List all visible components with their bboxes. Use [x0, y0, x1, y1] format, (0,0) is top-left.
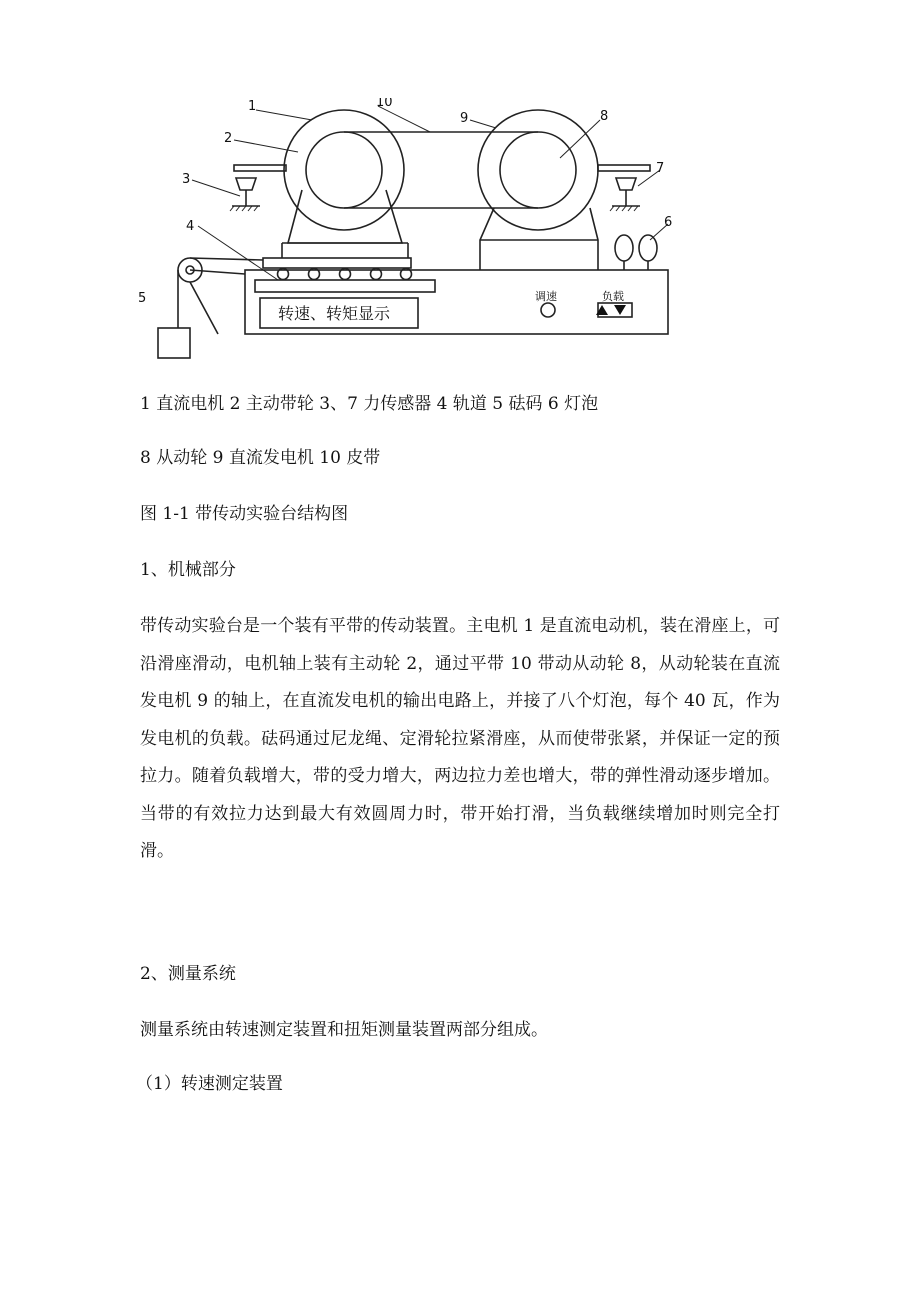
section-paragraph: 测量系统由转速测定装置和扭矩测量装置两部分组成。: [140, 1020, 548, 1040]
figure-legend-line-1: 1 直流电机 2 主动带轮 3、7 力传感器 4 轨道 5 砝码 6 灯泡: [140, 394, 599, 414]
belt-drive-test-bench-diagram: [130, 98, 690, 368]
section-heading: 1、机械部分: [140, 560, 236, 580]
generator-stand: [480, 208, 598, 270]
callout-1: 1: [248, 99, 257, 114]
callout-7: 7: [656, 161, 665, 176]
speed-knob: [541, 303, 555, 317]
track-plate: [263, 258, 411, 268]
figure-caption: 图 1-1 带传动实验台结构图: [140, 504, 349, 524]
callout-6: 6: [664, 215, 673, 230]
callout-8: 8: [600, 109, 609, 124]
subsection-heading: （1）转速测定装置: [136, 1074, 283, 1094]
driven-pulley: [500, 132, 576, 208]
force-sensor-right: [616, 178, 636, 190]
dc-motor: [284, 110, 404, 230]
weight: [158, 328, 190, 358]
callout-10: 10: [376, 98, 393, 110]
left-arm: [234, 165, 286, 171]
load-label: 负载: [602, 290, 624, 303]
lamp: [615, 235, 633, 261]
driving-pulley: [306, 132, 382, 208]
callout-9: 9: [460, 111, 469, 126]
right-arm: [598, 165, 650, 171]
display-panel-text: 转速、转矩显示: [278, 304, 391, 323]
lamp: [639, 235, 657, 261]
force-sensor-left: [236, 178, 256, 190]
section-heading: 2、测量系统: [140, 964, 236, 984]
callout-3: 3: [182, 172, 191, 187]
callout-4: 4: [186, 219, 195, 234]
rail: [255, 280, 435, 292]
section-paragraph: 带传动实验台是一个装有平带的传动装置。主电机 1 是直流电动机，装在滑座上，可沿滑座滑动，电机轴上装有主动轮 2，通过平带 10 带动从动轮 8，从动轮装在直流发电机 9 的轴上，在直流发电机的输出电路上，并接了八个灯泡，每个 40 瓦，作为发电机的负载。砝码通过尼龙绳、定滑轮拉紧滑座，从而使带张紧，并保证一定的预拉力。随着负载增大，带的受力增大，两边拉力差也增大，带的弹性滑动逐步增加。当带的有效拉力达到最大有效圆周力时，带开始打滑，当负载继续增加时则完全打滑。: [140, 616, 780, 861]
speed-knob-label: 调速: [535, 290, 557, 303]
callout-2: 2: [224, 131, 233, 146]
callout-5: 5: [138, 291, 147, 306]
figure-legend-line-2: 8 从动轮 9 直流发电机 10 皮带: [140, 448, 381, 468]
